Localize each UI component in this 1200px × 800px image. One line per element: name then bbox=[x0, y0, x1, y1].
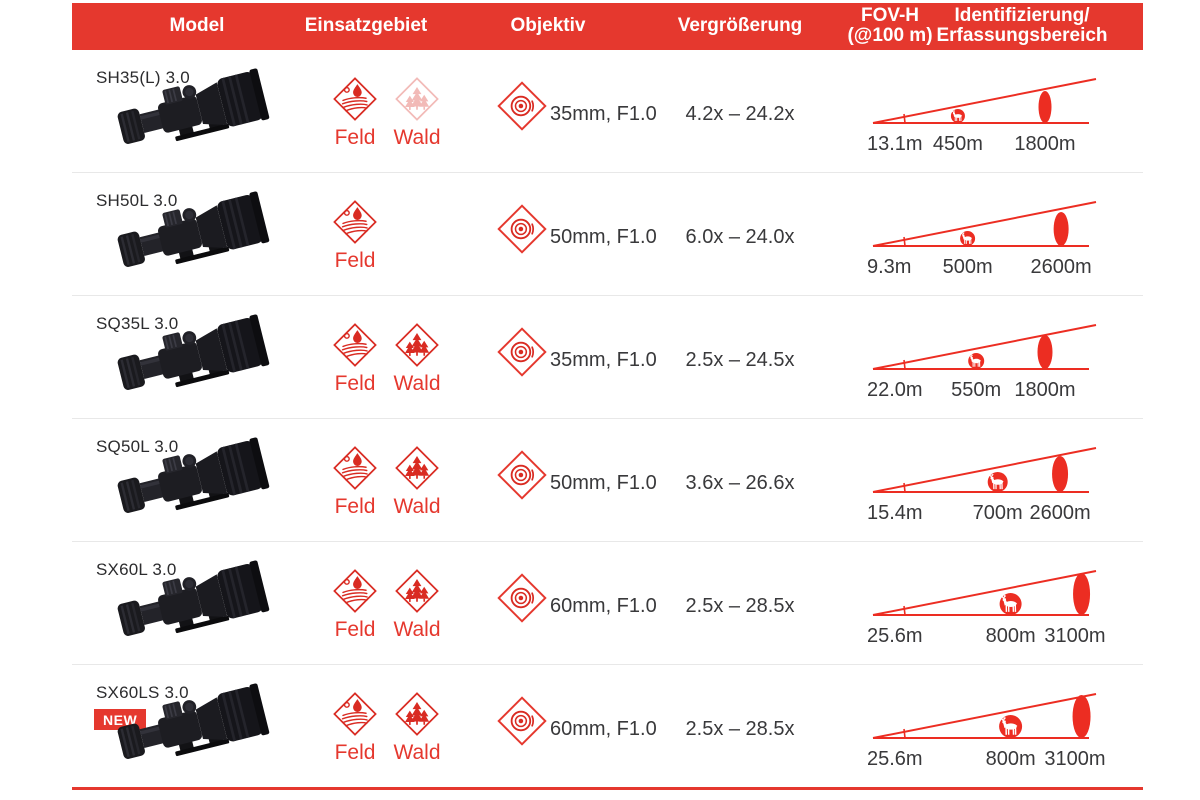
fov-value: 25.6m bbox=[867, 625, 923, 647]
magnification-value: 4.2x – 24.2x bbox=[685, 103, 795, 125]
environment-label: Wald bbox=[393, 741, 441, 764]
ident-header-line2: Erfassungsbereich bbox=[936, 25, 1108, 46]
environment-label: Wald bbox=[393, 372, 441, 395]
model-label: SQ50L 3.0 bbox=[96, 437, 179, 456]
identification-distance: 550m bbox=[951, 379, 1002, 401]
fov-cell bbox=[863, 672, 1109, 784]
environment-feld bbox=[324, 199, 386, 273]
lens-icon bbox=[496, 572, 548, 624]
detection-distance: 3100m bbox=[1044, 625, 1106, 647]
environment-label: Wald bbox=[393, 126, 441, 149]
environment-feld bbox=[324, 322, 386, 396]
environment-wald bbox=[386, 568, 448, 642]
fov-hypotenuse bbox=[873, 325, 1096, 369]
table-header bbox=[72, 3, 1143, 50]
fov-value: 13.1m bbox=[867, 133, 923, 155]
identification-distance: 450m bbox=[932, 133, 983, 155]
forest-icon bbox=[394, 445, 440, 491]
forest-icon bbox=[394, 691, 440, 737]
fov-value: 9.3m bbox=[867, 256, 912, 278]
field-icon bbox=[332, 691, 378, 737]
environment-label: Feld bbox=[334, 372, 376, 395]
magnification-value: 3.6x – 26.6x bbox=[685, 472, 795, 494]
fov-hypotenuse bbox=[873, 694, 1096, 738]
environment-label: Wald bbox=[393, 495, 441, 518]
lens-icon bbox=[496, 326, 548, 378]
detection-distance: 2600m bbox=[1030, 256, 1092, 278]
table-row bbox=[72, 173, 1143, 296]
lens-icon bbox=[496, 203, 548, 255]
fov-100m-tick bbox=[904, 729, 905, 738]
environment-label: Feld bbox=[334, 126, 376, 149]
table-row bbox=[72, 50, 1143, 173]
magnification-value: 6.0x – 24.0x bbox=[685, 226, 795, 248]
model-label: SQ35L 3.0 bbox=[96, 314, 179, 333]
detection-distance: 3100m bbox=[1044, 748, 1106, 770]
environment-feld bbox=[324, 445, 386, 519]
environment-label: Feld bbox=[334, 618, 376, 641]
fov-hypotenuse bbox=[873, 571, 1096, 615]
field-icon bbox=[332, 568, 378, 614]
detection-distance: 1800m bbox=[1014, 133, 1076, 155]
identification-distance: 800m bbox=[985, 625, 1036, 647]
environment-feld bbox=[324, 76, 386, 150]
detection-distance: 2600m bbox=[1029, 502, 1091, 524]
column-header-fov bbox=[847, 6, 932, 46]
fov-100m-tick bbox=[904, 483, 905, 492]
environment-label: Feld bbox=[334, 741, 376, 764]
objective-value: 50mm, F1.0 bbox=[550, 472, 657, 494]
detection-ellipse bbox=[1073, 573, 1090, 615]
identification-distance: 700m bbox=[972, 502, 1023, 524]
environment-label: Feld bbox=[334, 495, 376, 518]
fov-value: 15.4m bbox=[867, 502, 923, 524]
field-icon bbox=[332, 76, 378, 122]
lens-icon bbox=[496, 449, 548, 501]
lens-icon bbox=[496, 695, 548, 747]
objective-value: 60mm, F1.0 bbox=[550, 718, 657, 740]
magnification-value: 2.5x – 24.5x bbox=[685, 349, 795, 371]
model-label: SX60LS 3.0 bbox=[96, 683, 189, 702]
environment-feld bbox=[324, 568, 386, 642]
detection-distance: 1800m bbox=[1014, 379, 1076, 401]
environment-feld bbox=[324, 691, 386, 765]
fov-value: 25.6m bbox=[867, 748, 923, 770]
magnification-value: 2.5x – 28.5x bbox=[685, 595, 795, 617]
fov-cell bbox=[863, 303, 1109, 415]
column-header-vergroesserung: Vergrößerung bbox=[677, 15, 803, 36]
detection-ellipse bbox=[1073, 695, 1091, 738]
forest-icon bbox=[394, 322, 440, 368]
fov-100m-tick bbox=[904, 360, 905, 369]
fov-100m-tick bbox=[904, 114, 905, 123]
detection-ellipse bbox=[1039, 91, 1052, 123]
environment-wald bbox=[386, 76, 448, 150]
fov-cell bbox=[863, 180, 1109, 292]
objective-value: 60mm, F1.0 bbox=[550, 595, 657, 617]
new-badge: NEW bbox=[94, 709, 146, 730]
fov-cell bbox=[863, 549, 1109, 661]
table-row bbox=[72, 542, 1143, 665]
fov-header-line2: (@100 m) bbox=[847, 25, 933, 46]
identification-distance: 500m bbox=[942, 256, 993, 278]
forest-icon bbox=[394, 568, 440, 614]
environment-label: Feld bbox=[334, 249, 376, 272]
table-row bbox=[72, 665, 1143, 787]
model-label: SX60L 3.0 bbox=[96, 560, 177, 579]
field-icon bbox=[332, 199, 378, 245]
table-row bbox=[72, 296, 1143, 419]
forest-icon bbox=[394, 76, 440, 122]
magnification-value: 2.5x – 28.5x bbox=[685, 718, 795, 740]
fov-header-line1: FOV-H bbox=[860, 5, 920, 26]
column-header-model: Model bbox=[169, 15, 225, 36]
objective-value: 35mm, F1.0 bbox=[550, 103, 657, 125]
objective-value: 50mm, F1.0 bbox=[550, 226, 657, 248]
model-label: SH50L 3.0 bbox=[96, 191, 178, 210]
fov-100m-tick bbox=[904, 606, 905, 615]
detection-ellipse bbox=[1054, 212, 1069, 246]
fov-100m-tick bbox=[904, 237, 905, 246]
fov-hypotenuse bbox=[873, 79, 1096, 123]
environment-label: Wald bbox=[393, 618, 441, 641]
detection-ellipse bbox=[1038, 335, 1053, 369]
fov-cell bbox=[863, 426, 1109, 538]
column-header-identifizierung bbox=[936, 6, 1107, 46]
table-row bbox=[72, 419, 1143, 542]
column-header-einsatzgebiet: Einsatzgebiet bbox=[304, 15, 428, 36]
objective-value: 35mm, F1.0 bbox=[550, 349, 657, 371]
fov-cell bbox=[863, 57, 1109, 169]
identification-distance: 800m bbox=[985, 748, 1036, 770]
model-label: SH35(L) 3.0 bbox=[96, 68, 190, 87]
field-icon bbox=[332, 322, 378, 368]
comparison-table bbox=[72, 3, 1143, 790]
environment-wald bbox=[386, 445, 448, 519]
environment-wald bbox=[386, 322, 448, 396]
detection-ellipse bbox=[1052, 456, 1068, 492]
ident-header-line1: Identifizierung/ bbox=[954, 5, 1090, 26]
column-header-objektiv: Objektiv bbox=[510, 15, 586, 36]
fov-value: 22.0m bbox=[867, 379, 923, 401]
table-body bbox=[72, 50, 1143, 787]
field-icon bbox=[332, 445, 378, 491]
table-bottom-border bbox=[72, 787, 1143, 790]
environment-wald bbox=[386, 691, 448, 765]
lens-icon bbox=[496, 80, 548, 132]
